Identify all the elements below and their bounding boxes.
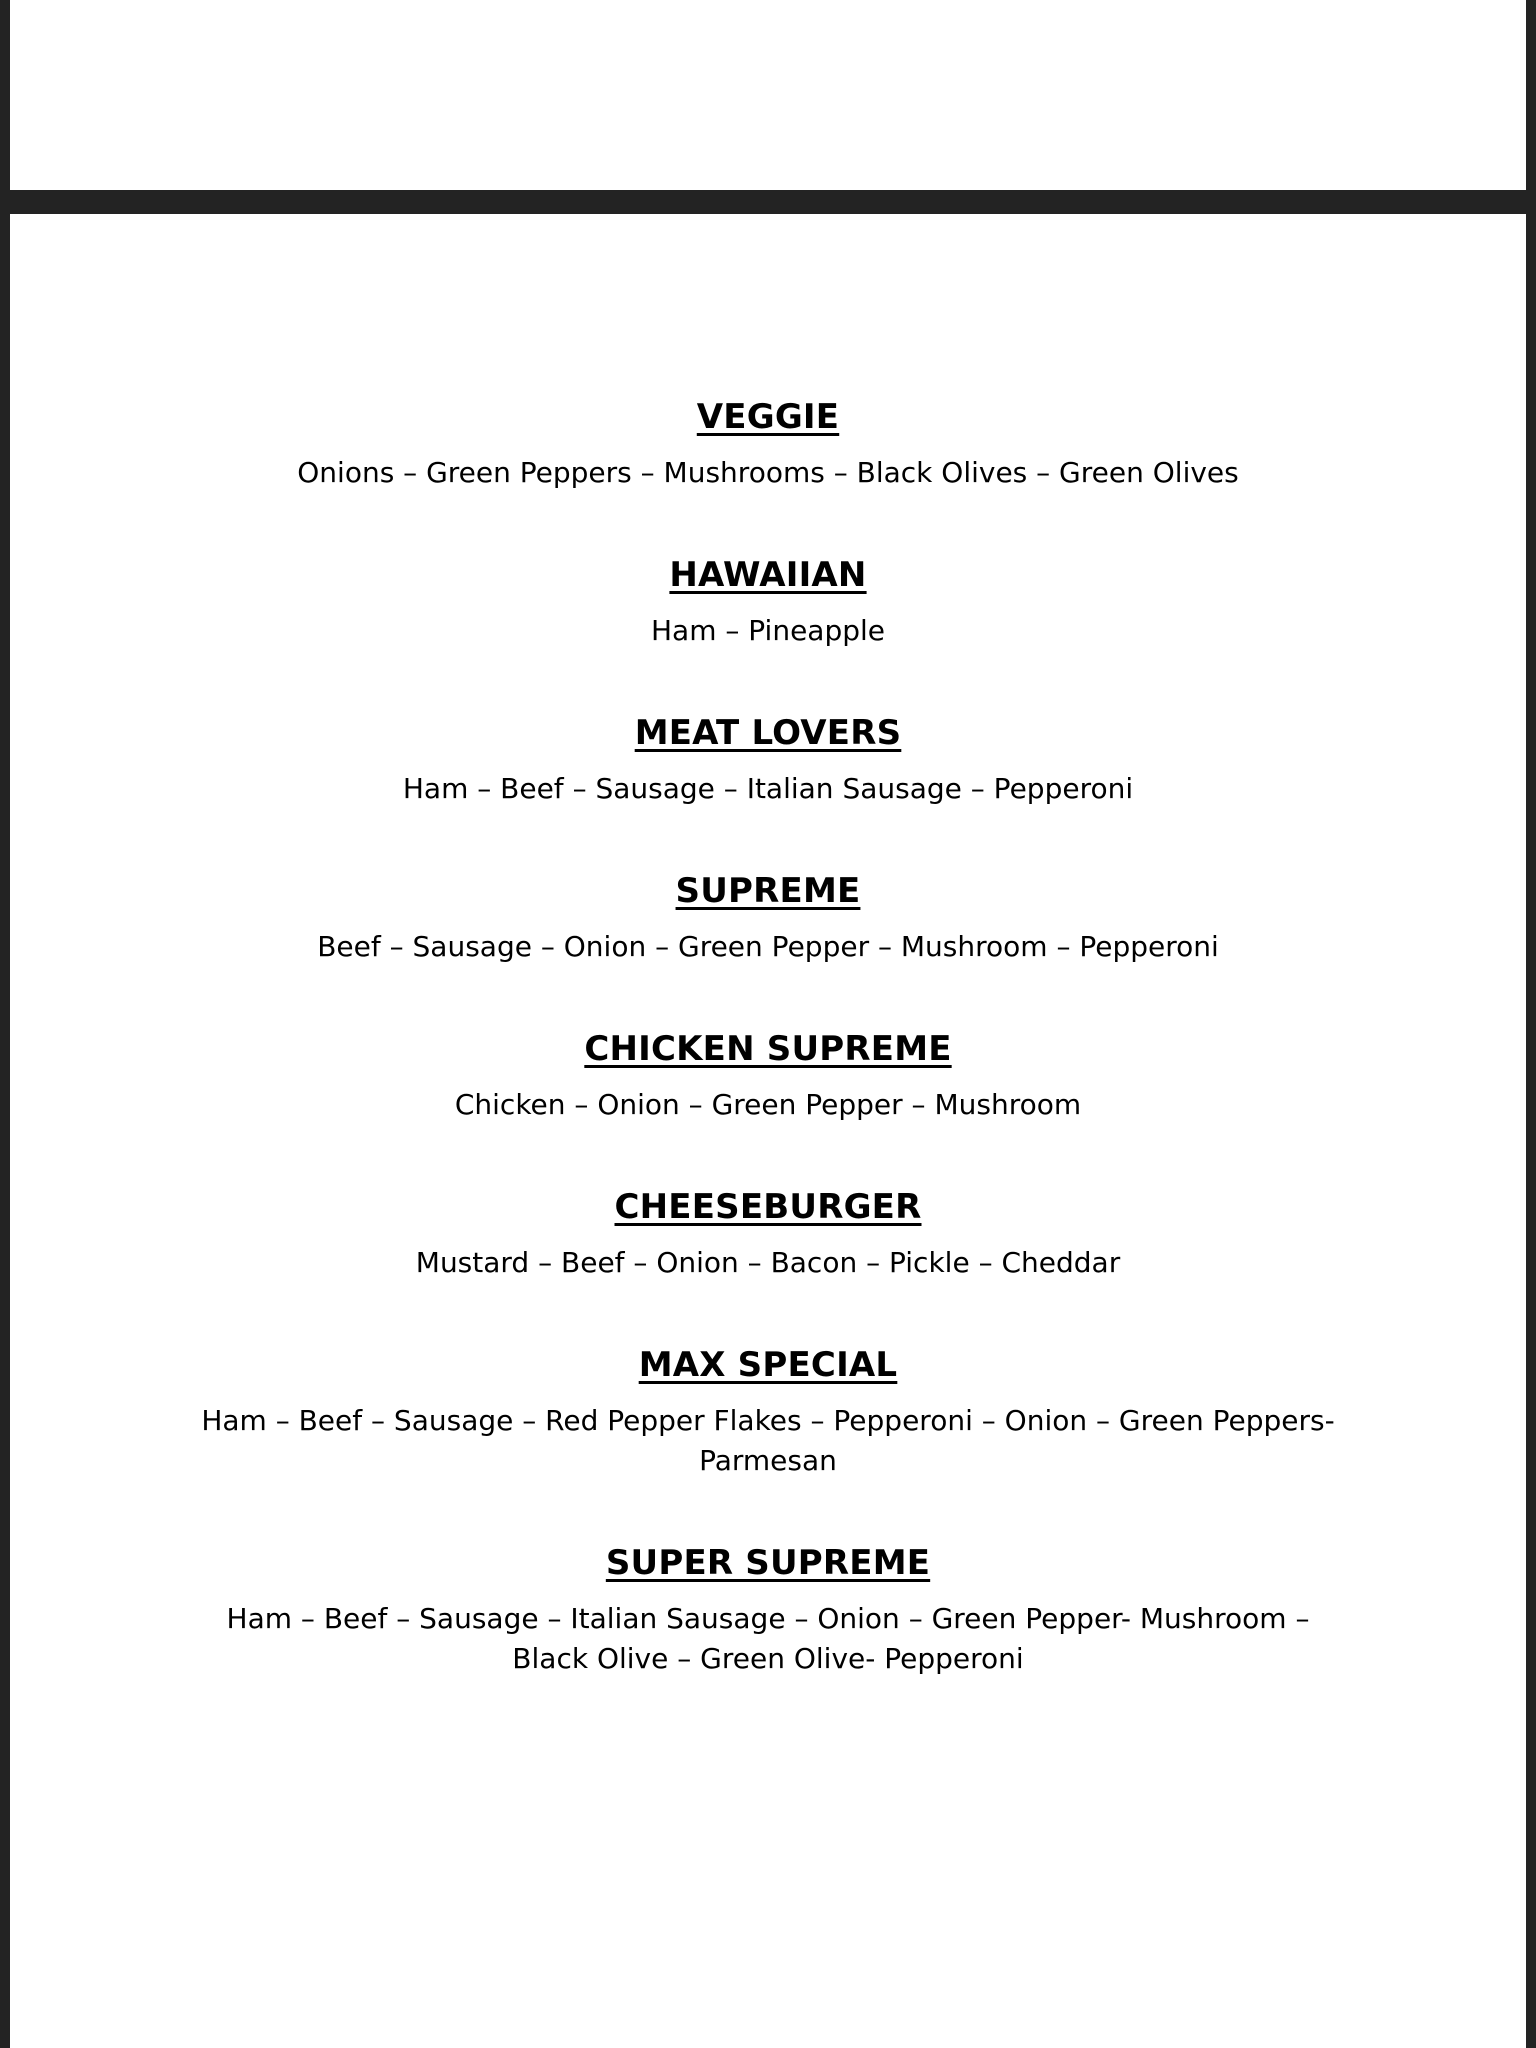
section-description: Ham – Beef – Sausage – Italian Sausage – Pepperoni bbox=[402, 772, 1134, 805]
section-title: MEAT LOVERS bbox=[634, 713, 902, 753]
section-title: SUPER SUPREME bbox=[605, 1543, 931, 1583]
menu-section-max-special bbox=[10, 1343, 1526, 1481]
menu-page bbox=[10, 214, 1526, 2048]
previous-page bbox=[10, 0, 1526, 190]
menu-section-veggie bbox=[10, 395, 1526, 493]
section-description: Onions – Green Peppers – Mushrooms – Black Olives – Green Olives bbox=[297, 456, 1239, 489]
menu-section-super-supreme bbox=[10, 1541, 1526, 1679]
section-title: HAWAIIAN bbox=[669, 555, 867, 595]
section-title: MAX SPECIAL bbox=[638, 1345, 898, 1385]
section-description: Ham – Beef – Sausage – Italian Sausage – Onion – Green Pepper- Mushroom – Black Olive – Green Olive- Pepperoni bbox=[226, 1602, 1310, 1675]
menu-section-meat-lovers bbox=[10, 711, 1526, 809]
menu-section-hawaiian bbox=[10, 553, 1526, 651]
section-title: SUPREME bbox=[675, 871, 861, 911]
section-description: Beef – Sausage – Onion – Green Pepper – Mushroom – Pepperoni bbox=[317, 930, 1219, 963]
menu-section-supreme bbox=[10, 869, 1526, 967]
section-title: CHEESEBURGER bbox=[614, 1187, 922, 1227]
menu-section-cheeseburger bbox=[10, 1185, 1526, 1283]
section-description: Chicken – Onion – Green Pepper – Mushroom bbox=[454, 1088, 1082, 1121]
section-description: Mustard – Beef – Onion – Bacon – Pickle – Cheddar bbox=[415, 1246, 1121, 1279]
section-description: Ham – Pineapple bbox=[650, 614, 886, 647]
section-title: CHICKEN SUPREME bbox=[584, 1029, 952, 1069]
menu-section-chicken-supreme bbox=[10, 1027, 1526, 1125]
section-title: VEGGIE bbox=[696, 397, 840, 437]
pizza-menu bbox=[10, 395, 1526, 1739]
section-description: Ham – Beef – Sausage – Red Pepper Flakes – Pepperoni – Onion – Green Peppers- Parmesan bbox=[201, 1404, 1335, 1477]
